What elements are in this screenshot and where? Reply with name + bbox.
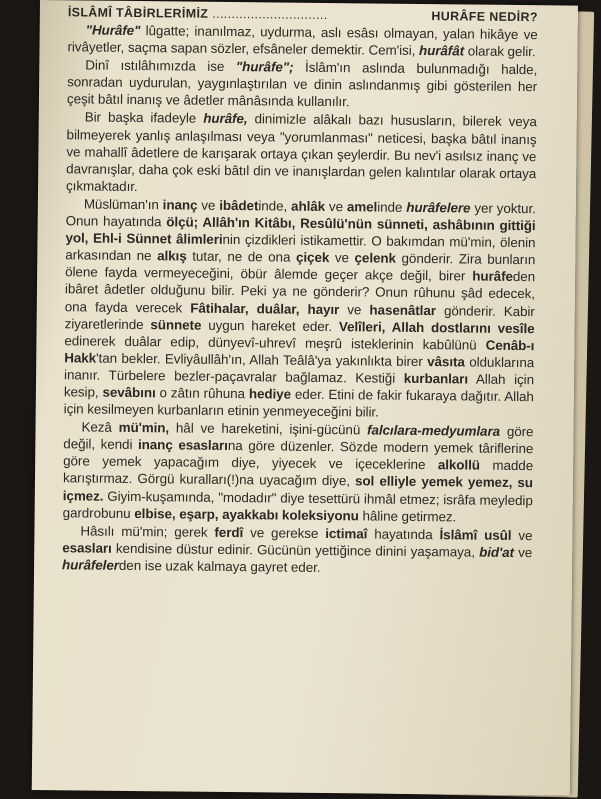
emphasis-run: inanç esasları: [137, 437, 228, 454]
text-run: o zâtın rûhuna: [155, 385, 249, 402]
paragraph: [66, 109, 537, 199]
emphasis-run: inanç: [162, 197, 198, 213]
header-dots: ..............................: [212, 6, 328, 23]
emphasis-run: amel: [346, 199, 378, 215]
emphasis-run: hurâfeler: [62, 557, 120, 573]
text-run: den ibâret âdetler olduğunu bilir. Peki ya ne gönderir? Onun rûhunu şâd edecek, ona fayda verecek: [64, 269, 536, 316]
article-body: [62, 21, 538, 578]
text-run: Allah için kesip,: [63, 371, 535, 400]
text-run: hâline getirmez.: [358, 507, 457, 525]
text-run: yer yoktur. Onun hayatında: [65, 200, 536, 230]
emphasis-run: Fâtihalar, duâlar, hayır: [190, 300, 340, 317]
emphasis-run: hurâfe,: [203, 111, 248, 127]
emphasis-run: sol elliyle yemek yemez, su içmez.: [62, 473, 534, 504]
text-run: Müslüman'ın: [83, 196, 163, 213]
text-run: Hâsılı mü'min; gerek: [80, 523, 215, 540]
emphasis-run: "hurâfe";: [235, 59, 294, 75]
emphasis-run: hurâfât: [418, 43, 465, 59]
emphasis-run: ahlâk: [291, 198, 326, 214]
emphasis-run: falcılara-medyumlara: [367, 422, 501, 439]
emphasis-run: hurâfelere: [406, 199, 471, 216]
text-run: kendisine düstur edinir. Gücünün yettiğince dinini yaşamaya,: [111, 540, 480, 560]
paragraph: [64, 195, 536, 422]
emphasis-run: elbise, eşarp, ayakkabı koleksiyonu: [134, 505, 359, 523]
text-run: göre değil, kendi: [63, 423, 534, 453]
text-run: nin çizdikleri istikamettir. O bakımdan mü'min, ölenin arkasından ne: [65, 232, 536, 264]
text-run: dinimizle alâkalı bazı hususların, bilerek veya bilmeyerek yanlış anlaşılması veya "yorumlanması" neticesi, başka bâtıl inanış ve mahallî âdetlere de karışarak ortaya çıkan şeylerdir. Bu nev'i asılsız inanç ve davranışlar, daha çok eski bâtıl din ve inanışlardan gelen kalıntılar olarak ortaya çıkmaktadır.: [65, 111, 537, 194]
emphasis-run: vâsıta: [427, 353, 465, 370]
emphasis-run: ölçü; Allâh'ın Kitâbı, Resûlü'nün sünneti, ashâbının gittiği yol, Ehl-i Sünnet âlimleri: [65, 214, 536, 248]
text-run: gönderir. Zira bunların ölene fayda vermeyeceğini, öbür âlemde geçer akçe değil, birer: [65, 250, 536, 284]
text-run: Bir başka ifadeyle: [84, 109, 204, 127]
text-run: madde karıştırmaz. Görgü kuralları(!)na uyacağım diye,: [62, 457, 534, 489]
text-run: gönderir. Kabir ziyaretlerinde: [64, 302, 535, 332]
emphasis-run: alkollü: [437, 457, 481, 473]
header-right: HURÂFE NEDİR?: [431, 9, 538, 25]
paragraph: [63, 418, 534, 525]
emphasis-run: bid'at: [479, 544, 515, 560]
emphasis-run: İslâmî usûl: [439, 526, 512, 543]
emphasis-run: sevâbını: [102, 384, 156, 401]
emphasis-run: kurbanları: [403, 370, 469, 387]
page-text: [62, 5, 538, 578]
text-run: İslâm'ın aslında bulunmadığı halde, sonradan uydurulan, yaygınlaştırılan ve dinin aslındanmış gibi gösterilen her çeşit bâtıl inanış ve âdetler mânâsında kullanılır.: [66, 59, 538, 110]
text-run: ve: [513, 544, 533, 560]
text-run: lûgatte; inanılmaz, uydurma, aslı esâsı olmayan, yalan hikâye ve rivâyetler, saçma sapan sözler, efsâneler demektir. Cem'isi,: [67, 23, 538, 59]
text-run: edinerek duâlar edip, dünyevî-uhrevî meşrû isteklerinin kabûlünü: [64, 332, 486, 353]
emphasis-run: hurâfe: [472, 268, 514, 285]
emphasis-run: ferdî: [214, 524, 244, 540]
emphasis-run: "Hurâfe": [85, 22, 141, 39]
text-run: tutar, ne de ona: [186, 248, 297, 265]
text-run: inde,: [258, 198, 292, 214]
emphasis-run: sünnete: [150, 316, 202, 333]
emphasis-run: mü'min,: [118, 420, 170, 436]
emphasis-run: çelenk: [354, 250, 397, 266]
text-run: olarak gelir.: [463, 43, 536, 60]
text-run: inde: [377, 199, 407, 215]
text-run: olduklarına inanır. Türbelere bezler-paçavralar bağlamaz. Kestiği: [63, 354, 535, 386]
paragraph: [62, 522, 533, 578]
text-run: ve: [329, 250, 355, 266]
book-page: [32, 0, 578, 796]
emphasis-run: hediye: [248, 386, 292, 402]
emphasis-run: Velîleri, Allah dostlarını vesîle: [338, 318, 535, 336]
text-run: ve gerekse: [243, 524, 326, 541]
header-left: İSLÂMÎ TÂBİRLERİMİZ: [67, 5, 209, 21]
emphasis-run: alkış: [157, 248, 187, 264]
emphasis-run: ictimaî: [325, 525, 368, 542]
text-run: hayatında: [367, 526, 440, 542]
text-run: eder. Etini de fakir fukaraya dağıtır. Allah için kesilmeyen kurbanların etinin yenmeyeceğini bilir.: [63, 386, 534, 420]
text-run: ve: [511, 527, 533, 543]
text-run: Giyim-kuşamında, "modadır" diye tesettürü ihmâl etmez; isrâfa meyledip gardrobunu: [62, 488, 533, 521]
emphasis-run: Cenâb-ı Hakk: [64, 337, 535, 366]
text-run: den ise uzak kalmaya gayret eder.: [118, 557, 321, 575]
emphasis-run: hasenâtlar: [369, 301, 437, 318]
text-run: uygun hareket eder.: [201, 317, 339, 334]
text-run: 'tan bekler. Evliyâullâh'ın, Allah Teâlâ'ya yakınlıkta birer: [95, 350, 428, 369]
paragraph: [67, 56, 538, 112]
text-run: hâl ve hareketini, işini-gücünü: [169, 420, 368, 438]
text-run: ve: [339, 301, 370, 317]
text-run: ve: [197, 197, 220, 213]
text-run: Dinî ıstılâhımızda ise: [85, 57, 236, 75]
emphasis-run: çiçek: [295, 249, 330, 266]
emphasis-run: ibâdet: [219, 197, 259, 214]
emphasis-run: esasları: [62, 540, 112, 556]
text-run: na göre düzenler. Sözde modern yemek târiflerine göre yemek yapacağım diye, yiyecek ve içeceklerine: [63, 438, 534, 473]
paragraph: [67, 21, 537, 60]
text-run: Kezâ: [81, 419, 119, 436]
text-run: ve: [325, 198, 347, 215]
